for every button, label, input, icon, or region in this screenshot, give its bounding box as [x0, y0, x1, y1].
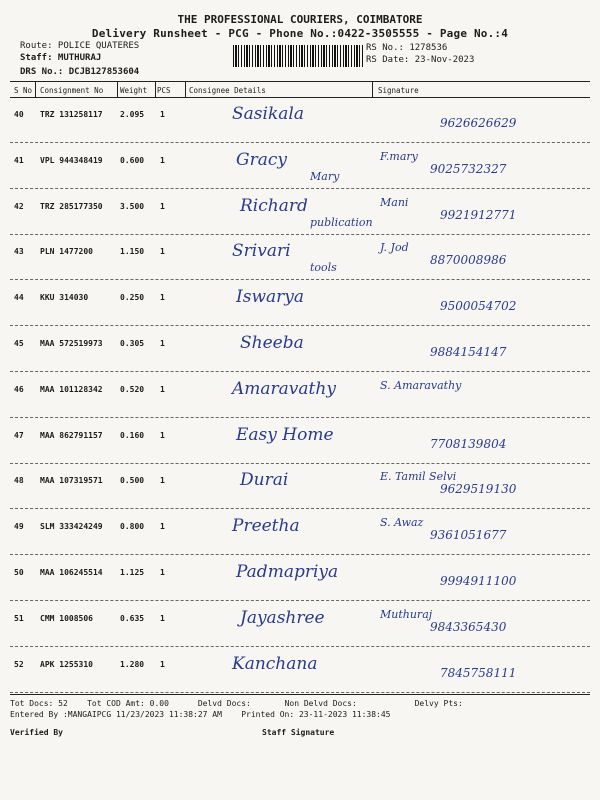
phone-number: 9361051677 — [430, 528, 507, 542]
row-separator — [10, 554, 590, 555]
serial-no: 43 — [14, 247, 24, 256]
row-separator — [10, 600, 590, 601]
weight: 0.635 — [120, 614, 145, 623]
col-divider — [35, 81, 36, 97]
pcs: 1 — [160, 660, 165, 669]
table-row — [0, 98, 600, 140]
row-separator — [10, 142, 590, 143]
signature: J. Jod — [380, 241, 409, 254]
serial-no: 41 — [14, 156, 24, 165]
consignee-name: Sasikala — [232, 104, 304, 124]
col-divider — [155, 81, 156, 97]
col-divider — [185, 81, 186, 97]
pcs: 1 — [160, 385, 165, 394]
consignment-no: MAA 572519973 — [40, 339, 103, 348]
col-weight: Weight — [120, 86, 148, 95]
rs-date: RS Date: 23-Nov-2023 — [366, 55, 475, 65]
table-row — [0, 281, 600, 323]
weight: 0.800 — [120, 522, 145, 531]
phone-number: 7708139804 — [430, 437, 507, 451]
tot-cod: Tot COD Amt: 0.00 — [87, 699, 169, 708]
consignment-no: MAA 107319571 — [40, 476, 103, 485]
consignee-name: Gracy — [236, 150, 287, 170]
footer-border — [10, 694, 590, 695]
row-separator — [10, 417, 590, 418]
col-sno: S No — [14, 86, 33, 95]
pcs: 1 — [160, 339, 165, 348]
consignee-name: Easy Home — [236, 425, 334, 445]
row-separator — [10, 692, 590, 693]
consignee-name: Preetha — [232, 516, 300, 536]
table-row — [0, 190, 600, 232]
table-row — [0, 373, 600, 415]
pcs: 1 — [160, 156, 165, 165]
consignee-name: Padmapriya — [236, 562, 339, 582]
pcs: 1 — [160, 202, 165, 211]
serial-no: 44 — [14, 293, 24, 302]
row-separator — [10, 279, 590, 280]
rs-info — [366, 42, 474, 66]
consignee-name: Jayashree — [240, 608, 325, 628]
footer-line2 — [10, 710, 391, 719]
consignment-no: SLM 333424249 — [40, 522, 103, 531]
table-row — [0, 648, 600, 690]
consignment-no: CMM 1008506 — [40, 614, 93, 623]
signature: Muthuraj — [380, 608, 433, 621]
serial-no: 48 — [14, 476, 24, 485]
consignee-name: Iswarya — [236, 287, 304, 307]
serial-no: 42 — [14, 202, 24, 211]
serial-no: 47 — [14, 431, 24, 440]
row-separator — [10, 371, 590, 372]
table-row — [0, 235, 600, 277]
table-row — [0, 419, 600, 461]
consignee-name: Sheeba — [240, 333, 304, 353]
consignment-no: KKU 314030 — [40, 293, 89, 302]
phone-number: 9843365430 — [430, 620, 507, 634]
serial-no: 51 — [14, 614, 24, 623]
weight: 1.125 — [120, 568, 145, 577]
pcs: 1 — [160, 293, 165, 302]
phone-number: 8870008986 — [430, 253, 507, 267]
row-separator — [10, 508, 590, 509]
staff-signature: Staff Signature — [262, 728, 335, 737]
footer-line1 — [10, 699, 463, 708]
weight: 3.500 — [120, 202, 145, 211]
phone-number: 9025732327 — [430, 162, 507, 176]
verified-by: Verified By — [10, 728, 63, 737]
consignment-no: MAA 106245514 — [40, 568, 103, 577]
weight: 0.500 — [120, 476, 145, 485]
phone-number: 9626626629 — [440, 116, 517, 130]
consignee-name: Kanchana — [232, 654, 318, 674]
company-title: THE PROFESSIONAL COURIERS, COIMBATORE — [177, 13, 423, 26]
col-consignee: Consignee Details — [189, 86, 266, 95]
pcs: 1 — [160, 476, 165, 485]
non-delvd-docs: Non Delvd Docs: — [284, 699, 357, 708]
delvy-pts: Delvy Pts: — [414, 699, 463, 708]
delvd-docs: Delvd Docs: — [197, 699, 251, 708]
consignee-extra: publication — [310, 216, 373, 229]
weight: 2.095 — [120, 110, 145, 119]
phone-number: 9629519130 — [440, 482, 517, 496]
weight: 0.600 — [120, 156, 145, 165]
serial-no: 50 — [14, 568, 24, 577]
phone-number: 7845758111 — [440, 666, 517, 680]
consignment-no: MAA 862791157 — [40, 431, 103, 440]
row-separator — [10, 325, 590, 326]
table-row — [0, 556, 600, 598]
col-consignment: Consignment No — [40, 86, 104, 95]
pcs: 1 — [160, 110, 165, 119]
drs-label: DRS No.: DCJB127853604 — [20, 67, 140, 77]
pcs: 1 — [160, 568, 165, 577]
row-separator — [10, 188, 590, 189]
weight: 0.250 — [120, 293, 145, 302]
rs-no: RS No.: 1278536 — [366, 43, 448, 53]
table-row — [0, 464, 600, 506]
pcs: 1 — [160, 247, 165, 256]
staff-label: Staff: MUTHURAJ — [20, 53, 102, 63]
weight: 0.305 — [120, 339, 145, 348]
weight: 0.160 — [120, 431, 145, 440]
consignee-name: Amaravathy — [232, 379, 336, 399]
weight: 1.150 — [120, 247, 145, 256]
signature: F.mary — [380, 150, 418, 163]
phone-number: 9884154147 — [430, 345, 507, 359]
consignment-no: TRZ 131258117 — [40, 110, 103, 119]
table-row — [0, 144, 600, 186]
serial-no: 40 — [14, 110, 24, 119]
consignment-no: PLN 1477200 — [40, 247, 93, 256]
col-signature: Signature — [378, 86, 419, 95]
weight: 0.520 — [120, 385, 145, 394]
row-separator — [10, 646, 590, 647]
phone-number: 9921912771 — [440, 208, 517, 222]
signature: S. Amaravathy — [380, 379, 462, 392]
serial-no: 49 — [14, 522, 24, 531]
table-row — [0, 510, 600, 552]
pcs: 1 — [160, 614, 165, 623]
consignee-name: Richard — [240, 196, 308, 216]
consignee-extra: Mary — [310, 170, 340, 183]
phone-number: 9994911100 — [440, 574, 517, 588]
barcode — [233, 45, 363, 67]
consignment-no: VPL 944348419 — [40, 156, 103, 165]
weight: 1.280 — [120, 660, 145, 669]
table-top-border — [10, 81, 590, 82]
pcs: 1 — [160, 431, 165, 440]
col-divider — [372, 81, 373, 97]
signature: E. Tamil Selvi — [380, 470, 457, 483]
signature: Mani — [380, 196, 409, 209]
serial-no: 52 — [14, 660, 24, 669]
consignment-no: APK 1255310 — [40, 660, 93, 669]
entered-by: Entered By :MANGAIPCG 11/23/2023 11:38:27 AM — [10, 710, 222, 719]
consignee-extra: tools — [310, 261, 337, 274]
runsheet-title: Delivery Runsheet - PCG - Phone No.:0422-3505555 - Page No.:4 — [91, 27, 509, 40]
tot-docs: Tot Docs: 52 — [10, 699, 68, 708]
consignee-name: Durai — [240, 470, 289, 490]
serial-no: 45 — [14, 339, 24, 348]
phone-number: 9500054702 — [440, 299, 517, 313]
pcs: 1 — [160, 522, 165, 531]
col-divider — [117, 81, 118, 97]
signature: S. Awaz — [380, 516, 424, 529]
consignment-no: TRZ 285177350 — [40, 202, 103, 211]
route-label: Route: POLICE QUATERES — [20, 41, 140, 51]
consignment-no: MAA 101128342 — [40, 385, 103, 394]
table-row — [0, 327, 600, 369]
printed-on: Printed On: 23-11-2023 11:38:45 — [241, 710, 391, 719]
route-info — [20, 40, 139, 78]
table-row — [0, 602, 600, 644]
serial-no: 46 — [14, 385, 24, 394]
consignee-name: Srivari — [232, 241, 291, 261]
col-pcs: PCS — [157, 86, 171, 95]
